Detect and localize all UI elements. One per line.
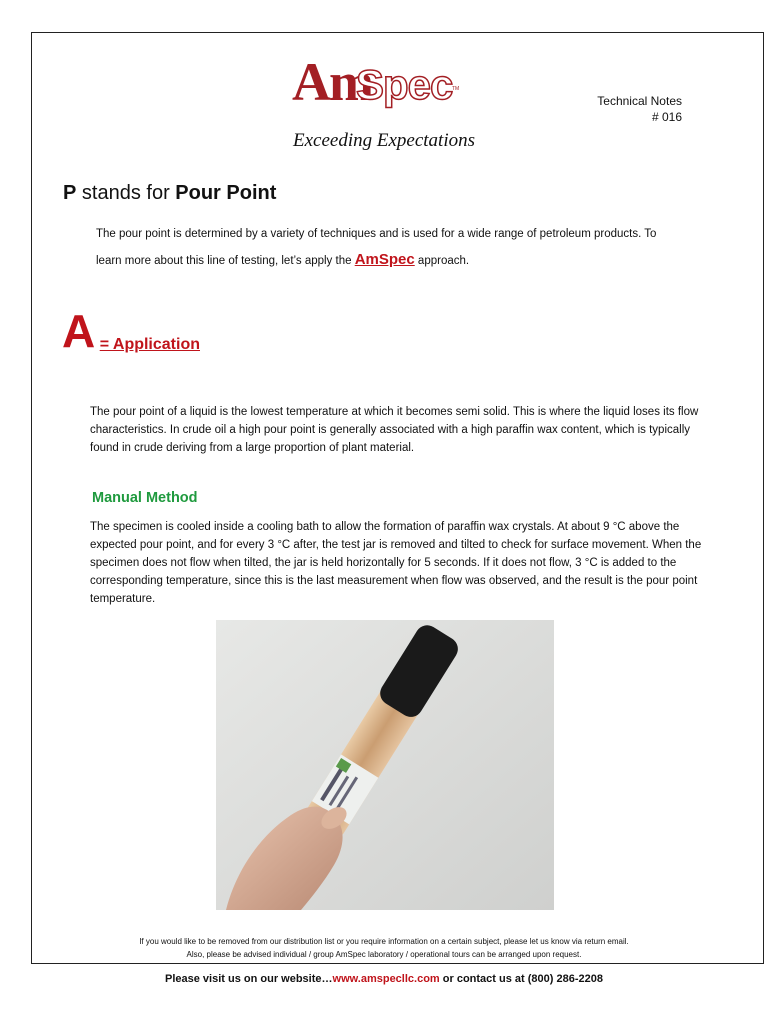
footer-visit-text: Please visit us on our website…: [165, 973, 333, 985]
intro-paragraph: [96, 222, 676, 274]
title-topic: Pour Point: [175, 182, 277, 204]
footer-contact-text: or contact us at (800) 286-2208: [439, 973, 603, 985]
title-letter: P: [63, 182, 77, 204]
manual-method-paragraph: The specimen is cooled inside a cooling bath to allow the formation of paraffin wax crystals. At about 9 °C above the expected pour point, and for every 3 °C after, the test jar is removed and tilted to check for surface movement. When the specimen does not flow when tilted, the jar is held horizontally for 5 seconds. If it does not flow, 3 °C is added to the corresponding temperature, since this is the last measurement when flow was observed, and the result is the pour point temperature.: [90, 521, 702, 605]
intro-text-end: approach.: [414, 255, 470, 267]
footer-line-2: Also, please be advised individual / group AmSpec laboratory / operational tours can be arranged upon request.: [186, 950, 582, 959]
section-application-heading: [62, 304, 200, 358]
website-link[interactable]: www.amspecllc.com: [332, 973, 440, 985]
footer-line-1: If you would like to be removed from our distribution list or you require information on a certain subject, please let us know via return email.: [139, 937, 629, 946]
logo-am: Am: [292, 52, 372, 112]
title-middle: stands for: [76, 182, 176, 204]
section-letter: A: [62, 305, 96, 357]
intro-brand: AmSpec: [354, 251, 415, 268]
technical-notes: [597, 93, 682, 125]
technical-notes-label: Technical Notes: [597, 94, 682, 108]
footer-contact: [0, 973, 768, 985]
manual-method-heading: Manual Method: [92, 490, 198, 506]
amspec-logo: [292, 52, 462, 112]
intro-text: The pour point is determined by a variety of techniques and is used for a wide range of petroleum products. To learn more about this line of testing, let’s apply the: [96, 228, 657, 267]
page-title: [63, 180, 276, 206]
logo-spec: Spec: [356, 61, 453, 108]
technical-notes-number: # 016: [651, 110, 682, 124]
logo-trademark: TM: [452, 86, 460, 92]
tagline: Exceeding Expectations: [292, 130, 475, 151]
footer-notice: [0, 935, 768, 961]
section-label: = Application: [99, 336, 200, 353]
test-jar-photo: [216, 620, 554, 910]
application-paragraph: The pour point of a liquid is the lowest temperature at which it becomes semi solid. This is where the liquid loses its flow characteristics. In crude oil a high pour point is generally associated with a high paraffin wax content, which is typically found in crude deriving from a large proportion of plant material.: [90, 406, 699, 454]
